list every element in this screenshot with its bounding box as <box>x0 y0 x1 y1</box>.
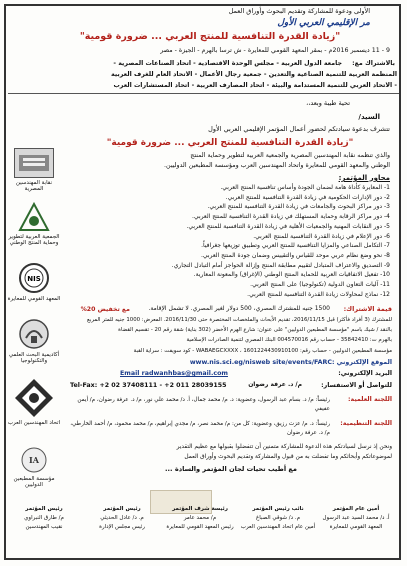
nis-caption: المعهد القومي للمعايرة <box>7 296 61 302</box>
axis-item: 3- دور مراكز البحوث والجامعات في زيادة القدرة التنافسية للمنتج العربي. <box>207 203 390 211</box>
dates-venue: 9 - 11 ديسمبر 2016م - بمقر المعهد القومي للمعايرة - ش ترسا بالهرم - الجيزة - مصر <box>160 47 390 54</box>
signature-title: أمين عام اتحاد المهندسين العرب <box>240 524 316 530</box>
signature-name: م/ محمد عامر <box>183 515 217 521</box>
svg-text:NIS: NIS <box>27 275 41 283</box>
phone-person: م/ د. عرفة رضوان <box>248 381 302 388</box>
partners-line-2: المنظمة العربية للتنمية الصناعية والتعدين - جمعية رجال الأعمال - الاتحاد العام للغرف العربية <box>111 71 397 78</box>
foundation-caption: مؤسسة المطبعين الدوليين <box>13 476 55 489</box>
closing-line-2: لموضوعاتكم وأبحاثكم وما تفضلت به من قبول والمشاركة وتقديم البحوث وأوراق العمل <box>184 454 392 460</box>
fees-discount: مع تخفيض 20% <box>80 306 130 313</box>
phone-numbers: Tel-Fax: +2 02 37408111 - +2 011 28039155 <box>70 382 227 389</box>
axis-item: 5- دور النقابات المهنية والجمعيات الأهلية في زيادة القدرة التنافسية للمنتج العربي. <box>186 222 390 230</box>
signature-role: أمين عام المؤتمر <box>332 506 380 512</box>
signature-title: المعهد القومي للمعايرة <box>329 524 383 530</box>
signature-role: رئيس المؤتمر <box>25 506 63 512</box>
syndicate-caption: نقابة المهندسين المصرية <box>15 180 53 193</box>
partners-line-1: جامعة الدول العربية - مجلس الوحدة الاقتصادية - اتحاد الصناعات المصرية - <box>113 60 342 67</box>
fees-line-4: بالهرم ت: 35842410 - حساب رقم 004570016 البنك المصري لتنمية الصادرات الإسلامية <box>186 337 392 343</box>
conference-name: مر الإقليمي العربي الأول <box>277 18 370 28</box>
invite-title: "زيادة القدرة التنافسية للمنتج العربي ... ضرورة قومية" <box>106 138 354 148</box>
scientific-committee: رئيساً: م/ د. بسام عبد الرسول، وعضوية: د. م/ محمد جمال، أ. د/ محمد علي نور، م/ د. عرفة رضوان، م/ أيمن عفيفي <box>77 397 330 412</box>
syndicate-logo <box>14 148 54 178</box>
academy-logo <box>18 318 50 350</box>
union-logo <box>14 378 54 418</box>
fees-line-2: للمشترك (3 أفراد فأكثر) قبل 2016/11/15، تقديم الأبحاث والملخصات المختصرة حتى 2016/11/30. المعرض: 1000 جنيه للمتر المربع <box>86 317 392 323</box>
signature-role: رئيس المؤتمر <box>103 506 141 512</box>
axes-heading: محاور المؤتمر: <box>338 174 390 182</box>
axis-item: 4- دور مراكز الرقابة وحماية المستهلك في زيادة القدرة التنافسية للمنتج العربي. <box>192 213 390 221</box>
website-link[interactable]: www.nis.sci.eg/nisweb site/events/FARC: الموقع الإلكتروني <box>189 359 392 366</box>
axis-item: 9- التصديق والاعتراف المتبادل لتقييم مطابقة المنتج وإزالة الحواجز أمام التبادل التجاري. <box>171 261 390 269</box>
signature-role: رئيسة شرف المؤتمر <box>172 506 228 512</box>
signature-name: أ. د/ محمد السيد عبد الرسول <box>322 515 390 521</box>
axis-item: 8- نحو وضع نظام عربي موحد للقياس والتقييس وضمان جودة المنتج العربي. <box>200 251 390 259</box>
signature-title: رئيس مجلس الإدارة <box>99 524 145 530</box>
scientific-committee-label: اللجنة العلمية: <box>348 396 392 403</box>
union-caption: اتحاد المهندسين العرب <box>7 420 61 426</box>
greeting-recipient: السيد/ <box>358 113 380 121</box>
invite-body-1: والذي تنظمه نقابة المهندسين المصرية والجمعية العربية لتطوير وحماية المنتج <box>190 152 390 159</box>
axis-item: 6- دور الإعلام في زيادة القدرة التنافسية للمنتج العربي. <box>253 232 390 240</box>
nis-logo <box>18 262 50 294</box>
organizing-committee: رئيساً: د. م/ عزت رزيق، وعضوية: كل من: م/ محمد نصر، م/ مجدي إبراهيم، م/ محمد محمود، م/ أحمد الخارطي، م/ د. عرفة رضوان <box>70 421 330 436</box>
closing-regards: مع أطيب تحيات لجان المؤتمر والسادة ... <box>165 465 297 473</box>
axis-item: 12- نماذج لمحاولات زيادة القدرة التنافسية للمنتج العربي. <box>247 290 390 298</box>
phone-label: للتواصل أو الاستفسار: <box>321 382 392 389</box>
email-link[interactable]: Email radwanhbas@gmail.com <box>120 370 228 377</box>
svg-text:IA: IA <box>29 455 39 465</box>
academy-caption: أكاديمية البحث العلمي والتكنولوجيا <box>8 352 60 365</box>
signature-title: نقيب المهندسين <box>25 524 63 530</box>
axis-item: 10- تفعيل الاتفاقيات العربية للحماية المنتج الوطني (الإغراق) والمعونة المعارية. <box>193 271 390 279</box>
axis-item: 7- التكامل الصناعي والمزايا التنافسية للمنتج العربي وتطبيق توزيعها جغرافياً. <box>201 242 390 250</box>
fees-label: قيمة الاشتراك: <box>343 305 392 313</box>
organizing-committee-label: اللجنة التنظيمية: <box>340 420 392 427</box>
closing-line-1: ونحن إذ نرسل لسيادتكم هذه الدعوة للمشاركة متمنين أن تتفضلوا بقبولها مع عظيم التقدير <box>176 444 392 450</box>
header-divider <box>8 93 399 94</box>
signature-role: نائب رئيس المؤتمر <box>252 506 304 512</box>
invite-body-2: الوطني والمعهد القومي للمعايرة واتحاد المهندسين العرب ومؤسسة المطبعين الدوليين. <box>164 162 390 169</box>
axis-item: 2- دور الإدارات الحكومية في زيادة القدرة التنافسية للمنتج العربي. <box>225 193 390 201</box>
greeting-salute: تحية طيبة وبعد،، <box>306 99 350 107</box>
email-label: البريد الإلكتروني: <box>338 370 392 377</box>
signature-name: م. د/ عادل الحديثي <box>100 515 144 521</box>
conference-main-title: "زيادة القدرة التنافسية للمنتج العربي ... ضرورة قومية" <box>79 31 341 42</box>
signature-name: م/ طارق النبراوي <box>24 515 64 521</box>
axis-item: 11- آليات التعاون الدولية (تكنولوجيا) على المنتج العربي. <box>250 281 390 288</box>
signature-title: رئيس المعهد القومي للمعايرة <box>166 524 234 530</box>
bank-details: مؤسسة المطبعين الدوليين - حساب رقم: WABAEGCXXXX ، 1601224430910100 - كود سويفت : سراية القبة <box>133 348 392 354</box>
axis-item: 1- المعايرة كأداة هامة لضمان الجودة وأساس تنافسية المنتج العربي. <box>220 184 390 191</box>
fees-line-3: بالنقد / شيك باسم "مؤسسة المطبعين الدوليين" على عنوان: شارع الهرم الأخضر (302 بناية) شقة رقم 20 - تقسيم القضاة <box>118 327 392 333</box>
signature-name: م. د/ شوقي الصباغ <box>256 515 300 521</box>
association-logo <box>18 202 50 232</box>
invite-line: تتشرف بدعوة سيادتكم لحضور أعمال المؤتمر الإقليمي العربي الأول <box>208 125 390 133</box>
header-top-line: الأولى ودعوة للمشاركة وتقديم البحوث وأوراق العمل <box>228 7 370 15</box>
partners-label: بالاشتراك مع: <box>352 60 395 67</box>
partners-line-3: - الاتحاد العربي للتنمية المستدامة والبيئة - اتحاد المصارف العربية - اتحاد المستشارات العرب <box>113 82 397 89</box>
fees-line-1: 1500 جنيه للمشترك المصري، 500 دولار لغير المصري. لا تشمل الإقامة. <box>148 305 330 312</box>
foundation-logo <box>18 446 50 474</box>
association-caption: الجمعية العربية لتطوير وحماية المنتج الوطني <box>8 234 60 247</box>
